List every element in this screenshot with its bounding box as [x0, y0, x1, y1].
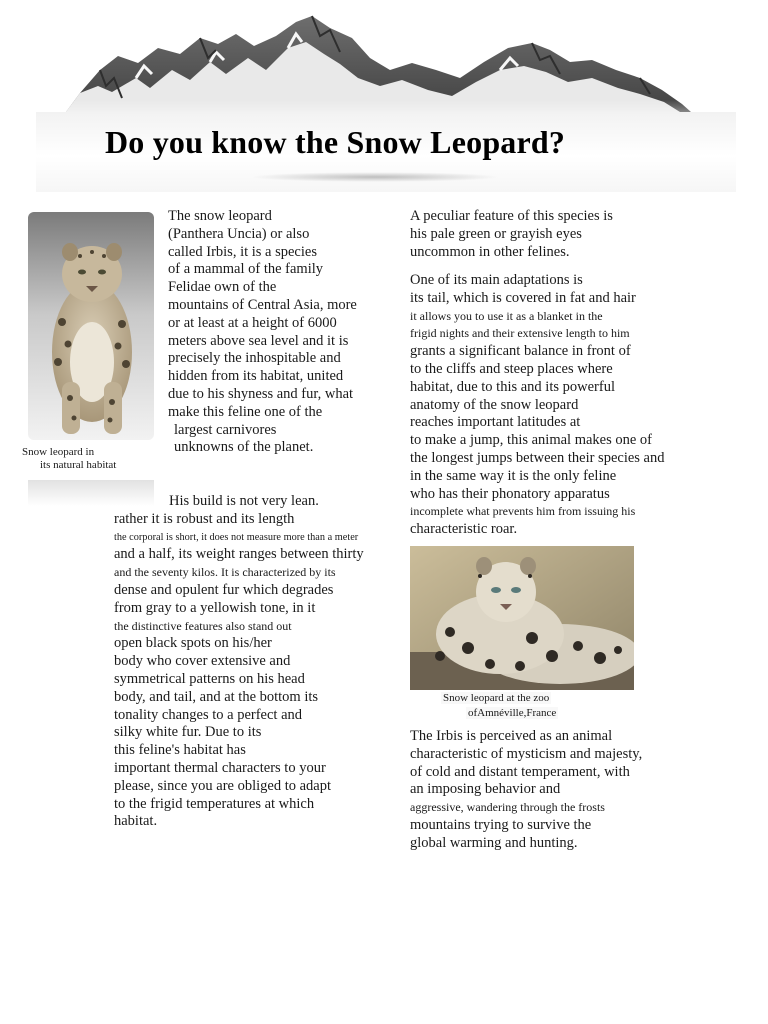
text-line: and the seventy kilos. It is characterized by its — [114, 565, 336, 580]
text-line: anatomy of the snow leopard — [410, 396, 579, 413]
text-line: an imposing behavior and — [410, 781, 561, 798]
text-line: His build is not very lean. — [169, 493, 319, 509]
text-line: grants a significant balance in front of — [410, 343, 631, 360]
text-line: called Irbis, it is a species — [168, 243, 317, 260]
text-line: tonality changes to a perfect and — [114, 706, 303, 723]
text-line: the longest jumps between their species and — [410, 449, 665, 466]
text-line: mountains of Central Asia, more — [168, 296, 357, 313]
text-line: to the frigid temperatures at which — [114, 795, 315, 812]
text-line: body who cover extensive and — [114, 653, 291, 670]
snow-leopard-walking-photo — [28, 212, 154, 440]
text-line: of cold and distant temperament, with — [410, 763, 630, 780]
text-line: from gray to a yellowish tone, in it — [114, 599, 316, 616]
text-line: uncommon in other felines. — [410, 243, 570, 260]
title-shadow — [250, 172, 500, 182]
photo1-caption-line1: Snow leopard in — [22, 446, 95, 458]
text-line: frigid nights and their extensive length to him — [410, 326, 630, 341]
text-line: body, and tail, and at the bottom its — [114, 688, 319, 705]
page-title: Do you know the Snow Leopard? — [105, 124, 566, 160]
eyes-paragraph — [410, 208, 686, 261]
text-line: who has their phonatory apparatus — [410, 485, 610, 502]
text-line: global warming and hunting. — [410, 834, 578, 851]
text-line: rather it is robust and its length — [114, 510, 295, 527]
text-line: this feline's habitat has — [114, 742, 246, 759]
text-line: make this feline one of the — [168, 403, 323, 420]
text-line: habitat. — [114, 813, 158, 830]
text-line: of a mammal of the family — [168, 261, 324, 278]
text-line: characteristic of mysticism and majesty, — [410, 745, 643, 762]
text-line: to the cliffs and steep places where — [410, 360, 613, 377]
intro-paragraph — [168, 208, 383, 457]
text-line: incomplete what prevents him from issuing his — [410, 504, 636, 519]
text-line: precisely the inhospitable and — [168, 350, 341, 367]
snow-leopard-zoo-photo — [410, 546, 634, 690]
text-line: Felidae own of the — [168, 279, 277, 296]
text-line: silky white fur. Due to its — [114, 724, 262, 741]
text-line: due to his shyness and fur, what — [168, 385, 354, 402]
text-line: largest carnivores — [174, 421, 277, 438]
text-line: (Panthera Uncia) or also — [168, 225, 310, 242]
text-line: please, since you are obliged to adapt — [114, 777, 332, 794]
text-line: in the same way it is the only feline — [410, 467, 617, 484]
text-line: habitat, due to this and its powerful — [410, 378, 615, 395]
text-line: or at least at a height of 6000 — [168, 314, 337, 331]
text-line: and a half, its weight ranges between thirty — [114, 546, 364, 563]
text-line: reaches important latitudes at — [410, 414, 581, 431]
text-line: A peculiar feature of this species is — [410, 208, 613, 224]
text-line: it allows you to use it as a blanket in the — [410, 308, 603, 323]
text-line: its tail, which is covered in fat and hair — [410, 289, 636, 306]
text-line: characteristic roar. — [410, 521, 518, 538]
text-line: open black spots on his/her — [114, 635, 272, 652]
text-line: hidden from its habitat, united — [168, 368, 344, 385]
text-line: dense and opulent fur which degrades — [114, 581, 334, 598]
text-line: symmetrical patterns on his head — [114, 670, 305, 687]
photo2-caption-line1: Snow leopard at the zoo — [443, 692, 550, 704]
text-line: the distinctive features also stand out — [114, 618, 292, 633]
build-paragraph — [114, 493, 382, 831]
text-line: the corporal is short, it does not measure more than a meter — [114, 531, 359, 543]
text-line: his pale green or grayish eyes — [410, 225, 582, 242]
text-line: aggressive, wandering through the frosts — [410, 800, 605, 815]
text-line: The Irbis is perceived as an animal — [410, 728, 613, 744]
text-line: unknowns of the planet. — [174, 439, 314, 456]
text-line: to make a jump, this animal makes one of — [410, 432, 653, 449]
irbis-paragraph — [410, 728, 662, 853]
text-line: mountains trying to survive the — [410, 816, 592, 833]
text-line: important thermal characters to your — [114, 759, 326, 776]
text-line: The snow leopard — [168, 208, 272, 224]
photo1-caption-line2: its natural habitat — [40, 459, 117, 471]
photo2-caption-line2: ofAmnéville,France — [468, 707, 557, 719]
text-line: meters above sea level and it is — [168, 332, 349, 349]
text-line: One of its main adaptations is — [410, 272, 583, 288]
adaptations-paragraph — [410, 272, 686, 539]
